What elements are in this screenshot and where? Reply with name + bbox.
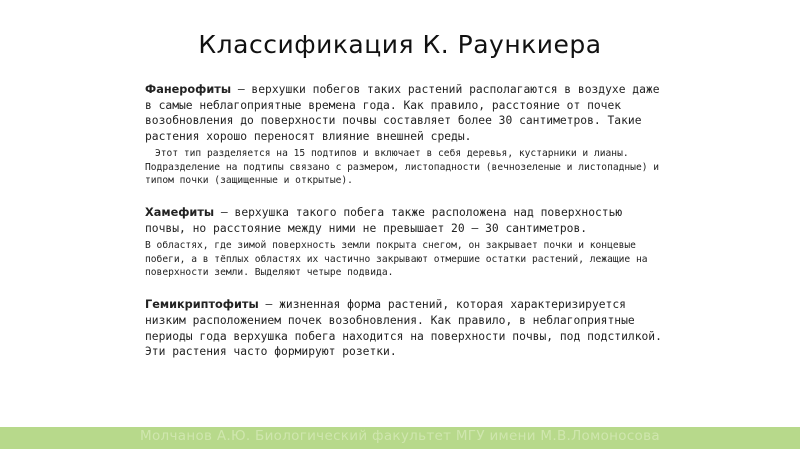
- bullet-term: Хамефиты: [145, 206, 215, 220]
- footer-text: Молчанов А.Ю. Биологический факультет МГУ имени М.В.Ломоносова: [140, 428, 660, 444]
- bullet-term: Гемикриптофиты: [145, 298, 259, 312]
- note-text: В областях, где зимой поверхность земли покрыта снегом, он закрывает почки и концевые побеги, а в тёплых областях их частично закрывают отмершие остатки растений, лежащие на поверхности земли. Выделяют четыре подвида.: [145, 240, 648, 279]
- bullet-term: Фанерофиты: [145, 83, 232, 96]
- section-note: [145, 239, 665, 279]
- section-chamaephytes: [145, 205, 665, 279]
- section-phanerophytes: [145, 82, 665, 187]
- section-main-text: [145, 297, 665, 359]
- term-description: — жизненная форма растений, которая характеризируется низким расположением почек возобновления. Как правило, в неблагоприятные периоды года верхушка побега находится на поверхности почвы, под подстилкой. Эти растения часто формируют розетки.: [145, 298, 662, 359]
- footer-bar: [0, 427, 800, 449]
- section-main-text: [145, 205, 665, 236]
- section-note: Этот тип разделяется на 15 подтипов и включает в себя деревья, кустарники и лианы. Подразделение на подтипы связано с размером, листопадности (вечнозеленые и листопадные) и типом почки (защищенные и открытые).: [145, 148, 660, 186]
- slide-content: [145, 82, 665, 360]
- term-description: — верхушка такого побега также расположена над поверхностью почвы, но расстояние между ними не превышает 20 – 30 сантиметров.: [145, 206, 623, 235]
- term-description: — верхушки побегов таких растений располагаются в воздухе даже в самые неблагоприятные времена года. Как правило, расстояние от почек возобновления до поверхности почвы составляет более 30 сантиметров. Такие растения хорошо переносят влияние внешней среды.: [145, 83, 660, 143]
- section-main-text: [145, 82, 665, 144]
- section-hemicryptophytes: [145, 297, 665, 359]
- slide-title: Классификация К. Раункиера: [198, 30, 602, 59]
